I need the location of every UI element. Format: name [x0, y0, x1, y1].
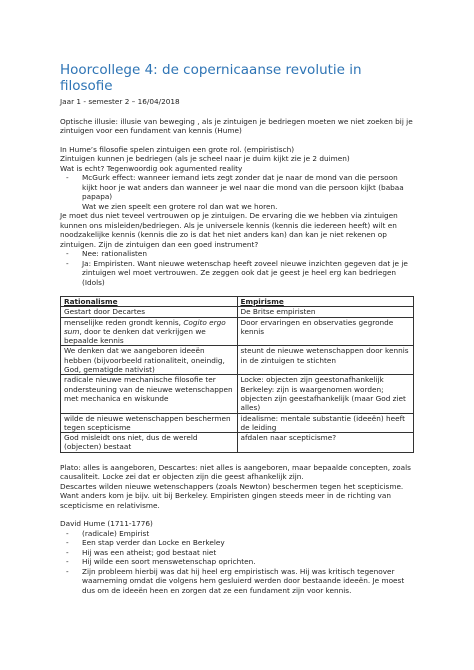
- table-cell: God misleidt ons niet, dus de wereld (objecten) bestaat: [61, 433, 238, 453]
- answer-item: - Ja: Empiristen. Want nieuwe wetenschap heeft zoveel nieuwe inzichten gegeven dat je je zintuigen wel moet vertrouwen. Ze zeggen ook dat je geest je heel erg kan bedriegen (Idols): [60, 259, 414, 288]
- list-item: - Hij was een atheist; god bestaat niet: [60, 548, 414, 558]
- list-item: - Hij wilde een soort menswetenschap oprichten.: [60, 557, 414, 567]
- descartes-paragraph: Descartes wilden nieuwe wetenschappers (zoals Newton) beschermen tegen het scepticisme. Want anders kom je bijv. uit bij Berkeley. Empiristen gingen steeds meer in de richting van scepticisme en relativisme.: [60, 481, 404, 510]
- list-item: - Een stap verder dan Locke en Berkeley: [60, 538, 414, 548]
- page-subtitle: Jaar 1 - semester 2 – 16/04/2018: [60, 97, 180, 106]
- list-item: - Zijn probleem hierbij was dat hij heel erg empiristisch was. Hij was kritisch tegenover waarneming omdat die volgens hem gesluierd werden door bestaande ideeën. Je moest dus om de ideeën heen en zorgen dat ze een fundament zijn voor kennis.: [60, 567, 414, 596]
- table-cell: wilde de nieuwe wetenschappen beschermen tegen scepticisme: [61, 413, 238, 433]
- comparison-table: [60, 296, 414, 453]
- table-row: [61, 307, 414, 317]
- table-cell: We denken dat we aangeboren ideeën hebben (bijvoorbeeld rationaliteit, oneindig, God, gematigde nativist): [61, 346, 238, 375]
- table-row: [61, 317, 414, 346]
- mcgurk-continuation: Wat we zien speelt een grotere rol dan wat we horen.: [82, 201, 278, 211]
- answer-item: - Nee: rationalisten: [60, 249, 414, 259]
- table-cell: Door ervaringen en observaties gegronde kennis: [237, 317, 414, 346]
- intro-paragraph: Optische illusie: illusie van beweging , als je zintuigen je bedriegen moeten we niet zoeken bij je zintuigen voor een fundament van kennis (Hume): [60, 116, 413, 135]
- table-cell: menselijke reden grondt kennis, Cogito ergo sum, door te denken dat verkrijgen we bepaalde kennis: [61, 317, 238, 346]
- hume-line-3: Wat is echt? Tegenwoordig ook agumented reality: [60, 163, 243, 173]
- table-cell: afdalen naar scepticisme?: [237, 433, 414, 453]
- header-rationalisme: Rationalisme: [61, 297, 238, 307]
- header-empirisme: Empirisme: [237, 297, 414, 307]
- hume-line-2: Zintuigen kunnen je bedriegen (als je scheel naar je duim kijkt zie je 2 duimen): [60, 154, 350, 163]
- plato-paragraph: Plato: alles is aangeboren, Descartes: niet alles is aangeboren, maar bepaalde concepten, zoals causaliteit. Locke zei dat er objecten zijn die geest afhankelijk zijn.: [60, 462, 411, 482]
- table-row: [61, 433, 414, 453]
- table-cell: De Britse empiristen: [237, 307, 414, 317]
- table-row: [61, 413, 414, 433]
- mcgurk-bullet: - McGurk effect: wanneer iemand iets zegt zonder dat je naar de mond van die persoon kijkt hoor je wat anders dan wanneer je wel naar die mond van die persoon kijkt (babaa papapa): [60, 173, 414, 202]
- table-row: [61, 375, 414, 413]
- trust-paragraph: Je moet dus niet teveel vertrouwen op je zintuigen. De ervaring die we hebben via zintuigen kunnen ons misleiden/bedriegen. Als je universele kennis (kennis die iedereen heeft) wilt en noodzakelijke kennis (kennis die zo is dat het niet anders kan) dan kan je niet rekenen op zintuigen. Zijn de zintuigen dan een goed instrument?: [60, 211, 398, 249]
- table-cell: Locke: objecten zijn geestonafhankelijk Berkeley: zijn is waargenomen worden; objecten zijn geestafhankelijk (maar God ziet alles): [237, 375, 414, 413]
- table-cell: Gestart door Decartes: [61, 307, 238, 317]
- table-cell: radicale nieuwe mechanische filosofie ter ondersteuning van de nieuwe wetenschappen met mechanica en wiskunde: [61, 375, 238, 413]
- hume-line-1: In Hume’s filosofie spelen zintuigen een grote rol. (empiristisch): [60, 144, 295, 154]
- table-header-row: [61, 297, 414, 307]
- table-cell: steunt de nieuwe wetenschappen door kennis in de zintuigen te stichten: [237, 346, 414, 375]
- list-item: - (radicale) Empirist: [60, 529, 414, 539]
- hume-bio-heading: David Hume (1711-1776): [60, 519, 153, 529]
- table-row: [61, 346, 414, 375]
- table-cell: idealisme: mentale substantie (ideeën) heeft de leiding: [237, 413, 414, 433]
- page-title: Hoorcollege 4: de copernicaanse revolutie in filosofie: [60, 62, 362, 94]
